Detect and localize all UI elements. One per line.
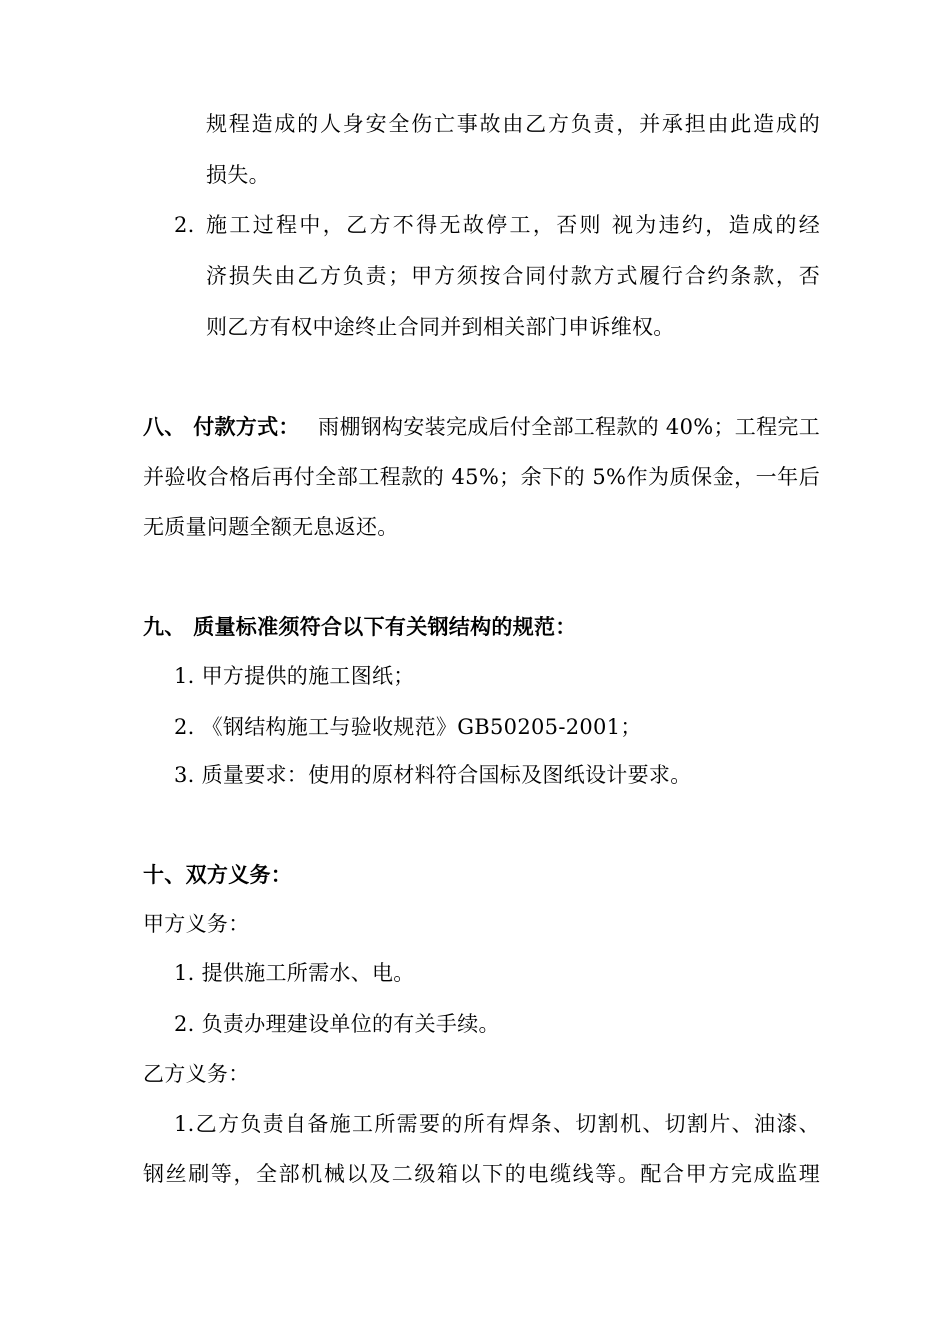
clause-7-2-line-1: 施工过程中，乙方不得无故停工，否则 视为违约，造成的经 [206, 213, 820, 237]
party-a-duty-2: 2. 负责办理建设单位的有关手续。 [174, 1012, 500, 1036]
party-b-duties-label: 乙方义务： [143, 1062, 250, 1086]
clause-7-2-line-2: 济损失由乙方负责；甲方须按合同付款方式履行合约条款，否 [206, 264, 820, 288]
party-a-duty-1: 1. 提供施工所需水、电。 [174, 961, 415, 985]
section-8-heading: 八、 付款方式： [143, 414, 300, 439]
party-a-duties-label: 甲方义务： [143, 912, 250, 936]
section-10-heading: 十、双方义务： [143, 862, 293, 887]
clause-7-2-line-3: 则乙方有权中途终止合同并到相关部门申诉维权。 [206, 315, 675, 339]
section-8-line-3: 无质量问题全额无息返还。 [143, 515, 399, 539]
section-8-line-1 [143, 413, 820, 441]
section-8-line-2: 并验收合格后再付全部工程款的 45%；余下的 5%作为质保金，一年后 [143, 465, 820, 489]
section-8-line-1-text: 雨棚钢构安装完成后付全部工程款的 40%；工程完工 [318, 415, 820, 439]
section-9-item-3: 3. 质量要求：使用的原材料符合国标及图纸设计要求。 [174, 763, 692, 787]
party-b-duty-1-line-2: 钢丝刷等，全部机械以及二级箱以下的电缆线等。配合甲方完成监理 [143, 1162, 820, 1186]
section-9-item-2: 2. 《钢结构施工与验收规范》GB50205-2001； [174, 715, 642, 739]
clause-7-1-line-1: 规程造成的人身安全伤亡事故由乙方负责，并承担由此造成的 [206, 112, 820, 136]
clause-7-1-line-2: 损失。 [206, 163, 270, 187]
section-9-item-1: 1. 甲方提供的施工图纸； [174, 664, 415, 688]
party-b-duty-1-line-1: 1.乙方负责自备施工所需要的所有焊条、切割机、切割片、油漆、 [174, 1112, 820, 1136]
clause-7-2-number: 2. [174, 213, 195, 237]
section-9-heading: 九、 质量标准须符合以下有关钢结构的规范： [143, 614, 577, 639]
